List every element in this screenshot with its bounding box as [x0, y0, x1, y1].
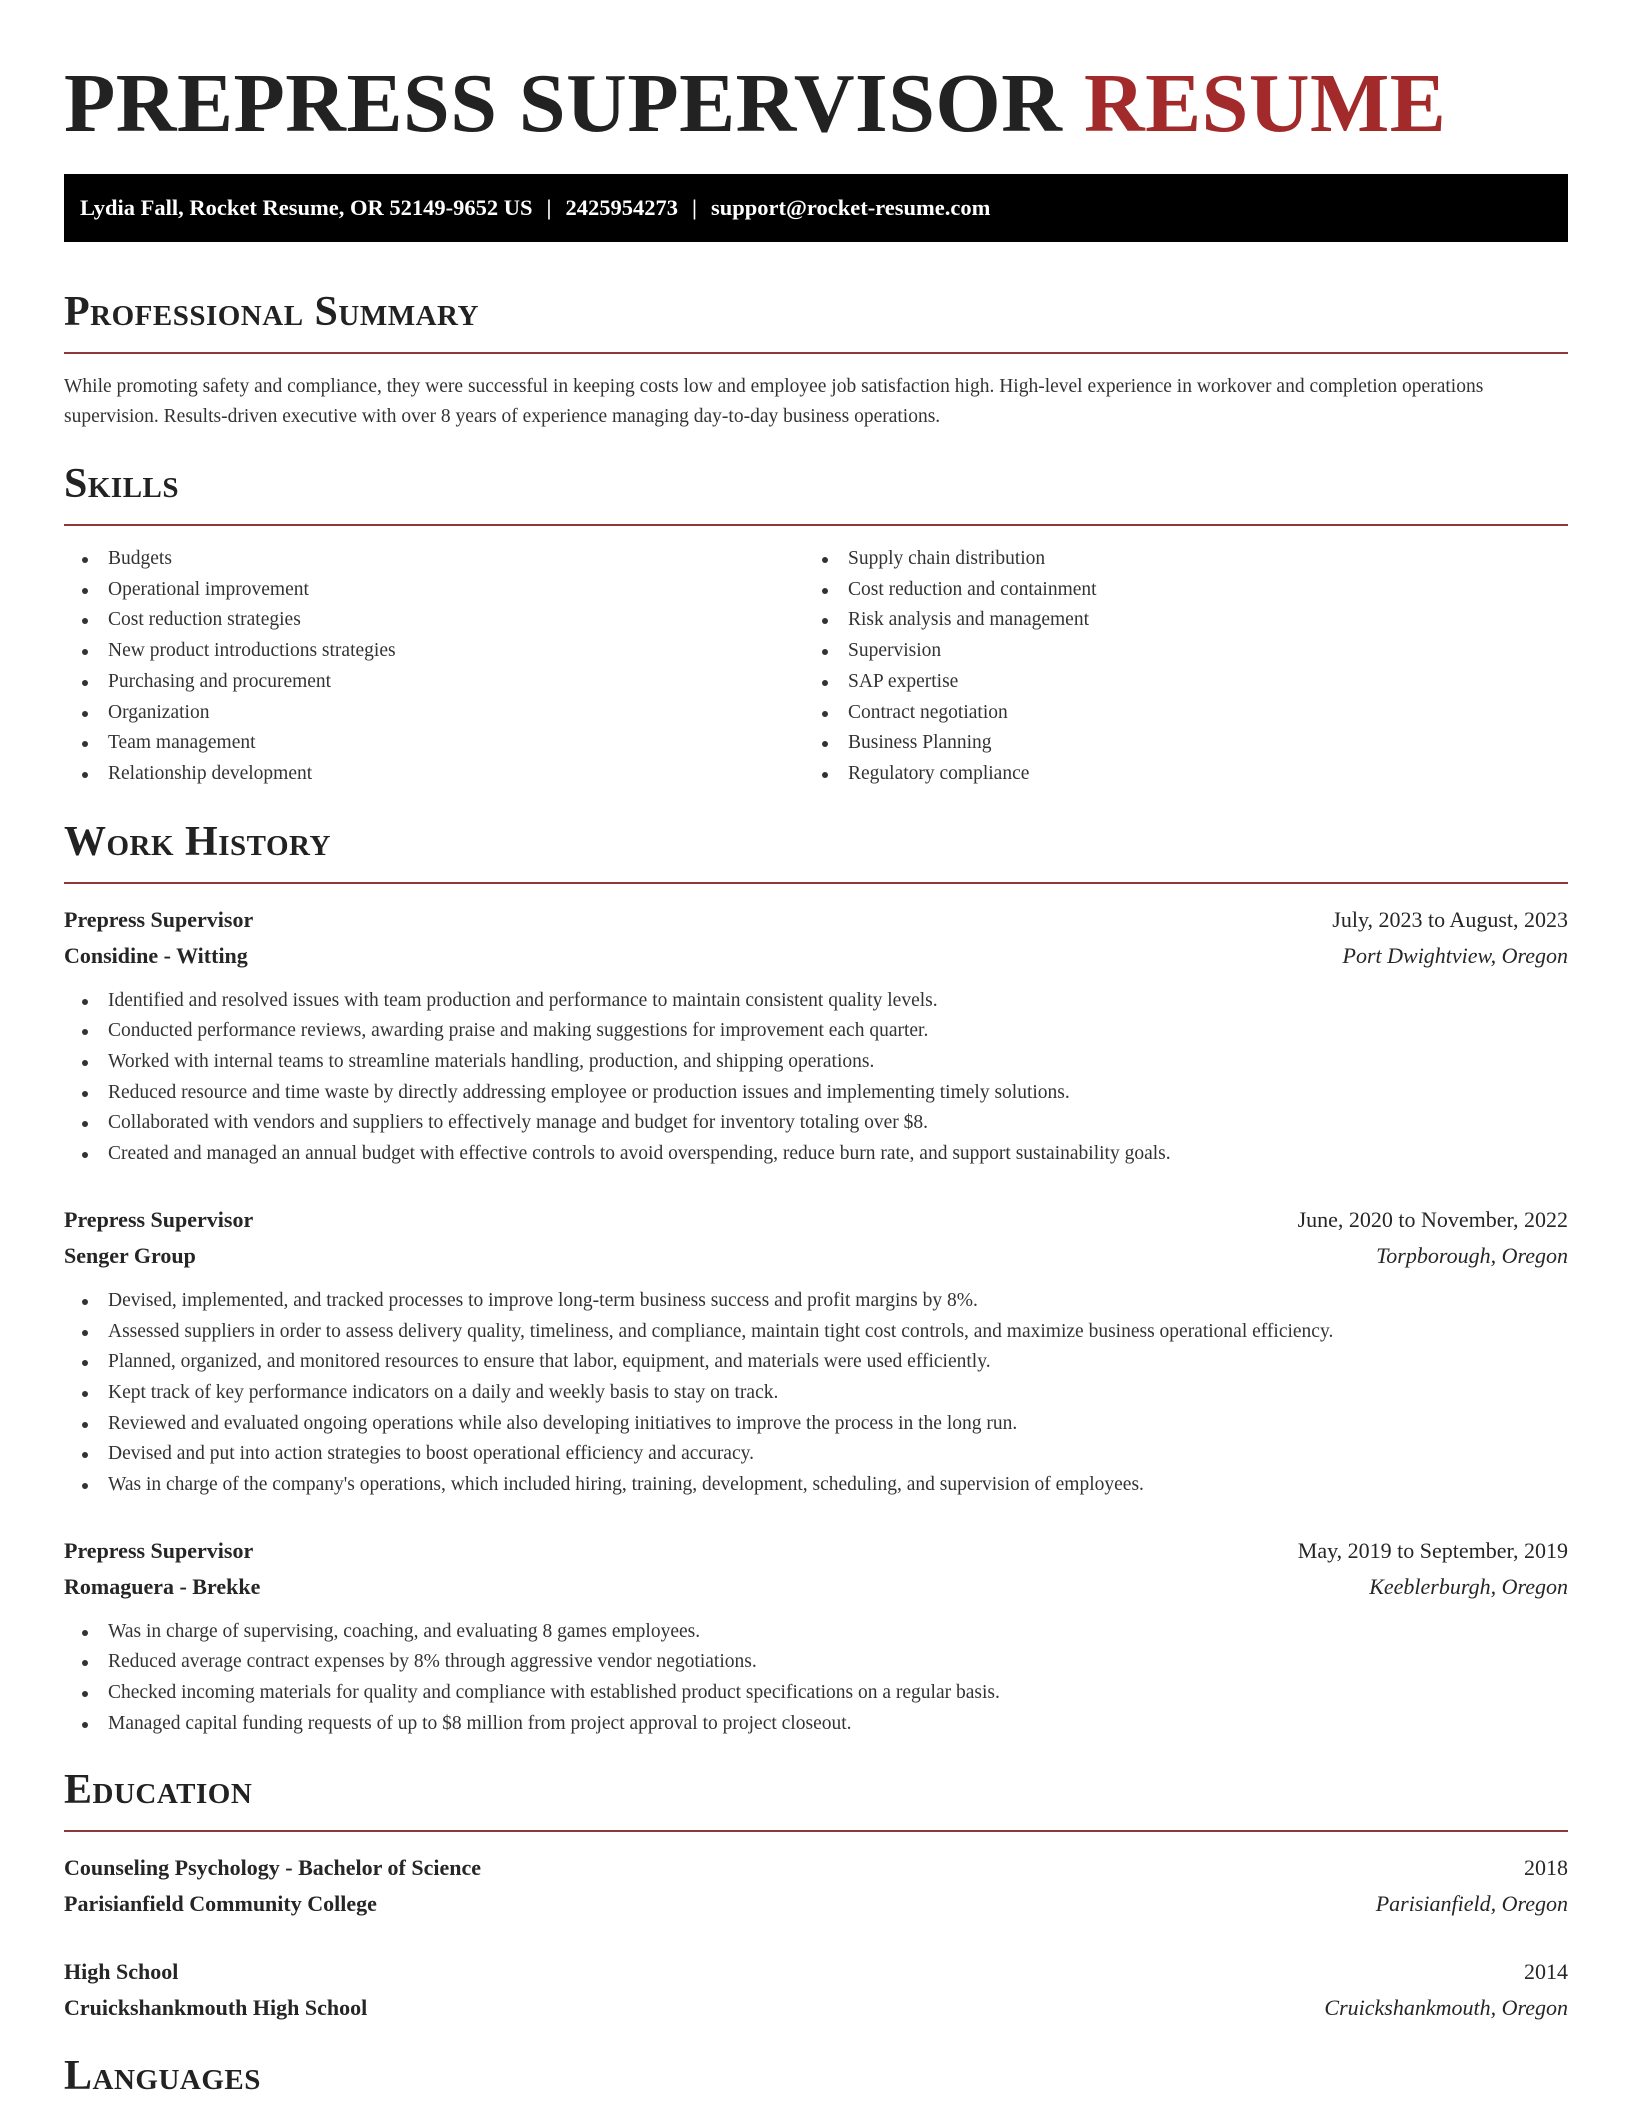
summary-section — [64, 288, 1568, 432]
skill-item: Business Planning — [804, 728, 1544, 759]
resume-title — [64, 0, 1568, 150]
job-bullets — [64, 986, 1568, 1170]
job-location: Torpborough, Oregon — [1376, 1242, 1568, 1268]
contact-email: support@rocket-resume.com — [710, 195, 991, 220]
education-location: Parisianfield, Oregon — [1375, 1890, 1568, 1916]
job-bullets — [64, 1286, 1568, 1501]
job-bullet: Conducted performance reviews, awarding praise and making suggestions for improvement each quarter. — [64, 1016, 1568, 1047]
job-bullet: Devised and put into action strategies to boost operational efficiency and accuracy. — [64, 1439, 1568, 1470]
education-school-row — [64, 1990, 1568, 2026]
job-location: Port Dwightview, Oregon — [1342, 942, 1568, 968]
job-company-row — [64, 1569, 1568, 1605]
contact-separator: | — [691, 195, 697, 220]
job-bullets — [64, 1617, 1568, 1740]
job-bullet: Managed capital funding requests of up to $8 million from project approval to project closeout. — [64, 1709, 1568, 1740]
education-degree-row — [64, 1954, 1568, 1990]
work-history-section — [64, 818, 1568, 1740]
education-heading: Education — [64, 1766, 253, 1813]
job-dates: July, 2023 to August, 2023 — [1332, 906, 1568, 932]
summary-text: While promoting safety and compliance, they were successful in keeping costs low and employee job satisfaction high. High-level experience in workover and completion operations supervision. Results-driven executive with over 8 years of experience managing day-to-day business operations. — [64, 376, 1484, 427]
skill-item: Team management — [64, 728, 804, 759]
job-title-row — [64, 902, 1568, 938]
job-dates: June, 2020 to November, 2022 — [1297, 1206, 1568, 1232]
education-degree-row — [64, 1850, 1568, 1886]
section-divider — [64, 352, 1568, 354]
education-year: 2018 — [1524, 1854, 1568, 1880]
job-title: Prepress Supervisor — [64, 906, 254, 932]
job-company-row — [64, 938, 1568, 974]
title-main: PREPRESS SUPERVISOR — [64, 57, 1084, 150]
education-degree: Counseling Psychology - Bachelor of Science — [64, 1854, 481, 1880]
skill-item: Relationship development — [64, 759, 804, 790]
education-school: Cruickshankmouth High School — [64, 1994, 368, 2020]
title-accent: RESUME — [1083, 57, 1447, 150]
job-bullet: Worked with internal teams to streamline materials handling, production, and shipping operations. — [64, 1047, 1568, 1078]
job-dates: May, 2019 to September, 2019 — [1297, 1537, 1568, 1563]
work-history-heading: Work History — [64, 818, 331, 865]
skill-item: Supervision — [804, 636, 1544, 667]
education-entry — [64, 1850, 1568, 1922]
job-bullet: Reduced resource and time waste by directly addressing employee or production issues and implementing timely solutions. — [64, 1078, 1568, 1109]
job-bullet: Planned, organized, and monitored resources to ensure that labor, equipment, and materials were used efficiently. — [64, 1347, 1568, 1378]
job-bullet: Reduced average contract expenses by 8% through aggressive vendor negotiations. — [64, 1647, 1568, 1678]
languages-heading: Languages — [64, 2052, 261, 2099]
education-location: Cruickshankmouth, Oregon — [1324, 1994, 1568, 2020]
job-title-row — [64, 1533, 1568, 1569]
education-section — [64, 1766, 1568, 2026]
job-bullet: Identified and resolved issues with team production and performance to maintain consistent quality levels. — [64, 986, 1568, 1017]
skill-item: Cost reduction and containment — [804, 575, 1544, 606]
job-bullet: Assessed suppliers in order to assess delivery quality, timeliness, and compliance, maintain tight cost controls, and maximize business operational efficiency. — [64, 1317, 1568, 1348]
job-company: Considine - Witting — [64, 942, 248, 968]
contact-bar — [64, 174, 1568, 242]
skill-item: Operational improvement — [64, 575, 804, 606]
section-divider — [64, 1830, 1568, 1832]
skill-item: New product introductions strategies — [64, 636, 804, 667]
job-entry — [64, 1533, 1568, 1740]
languages-section — [64, 2052, 1568, 2100]
job-bullet: Created and managed an annual budget with effective controls to avoid overspending, reduce burn rate, and support sustainability goals. — [64, 1139, 1568, 1170]
education-degree: High School — [64, 1958, 179, 1984]
skills-left-column — [64, 544, 804, 790]
contact-name-address: Lydia Fall, Rocket Resume, OR 52149-9652 US — [80, 195, 533, 220]
skill-item: Risk analysis and management — [804, 605, 1544, 636]
job-title-row — [64, 1202, 1568, 1238]
skill-item: SAP expertise — [804, 667, 1544, 698]
job-bullet: Kept track of key performance indicators on a daily and weekly basis to stay on track. — [64, 1378, 1568, 1409]
skill-item: Organization — [64, 698, 804, 729]
section-divider — [64, 524, 1568, 526]
education-entry — [64, 1954, 1568, 2026]
contact-phone: 2425954273 — [565, 195, 678, 220]
job-bullet: Reviewed and evaluated ongoing operations while also developing initiatives to improve the process in the long run. — [64, 1409, 1568, 1440]
job-title: Prepress Supervisor — [64, 1537, 254, 1563]
job-company-row — [64, 1238, 1568, 1274]
job-company: Romaguera - Brekke — [64, 1573, 261, 1599]
job-company: Senger Group — [64, 1242, 196, 1268]
skill-item: Regulatory compliance — [804, 759, 1544, 790]
job-bullet: Was in charge of supervising, coaching, and evaluating 8 games employees. — [64, 1617, 1568, 1648]
job-title: Prepress Supervisor — [64, 1206, 254, 1232]
job-bullet: Checked incoming materials for quality and compliance with established product specifications on a regular basis. — [64, 1678, 1568, 1709]
skills-grid — [64, 544, 1568, 790]
skill-item: Budgets — [64, 544, 804, 575]
job-bullet: Was in charge of the company's operations, which included hiring, training, development, scheduling, and supervision of employees. — [64, 1470, 1568, 1501]
education-school-row — [64, 1886, 1568, 1922]
job-location: Keeblerburgh, Oregon — [1369, 1573, 1568, 1599]
skills-section — [64, 460, 1568, 790]
summary-heading: Professional Summary — [64, 289, 479, 335]
resume-page — [64, 0, 1568, 2100]
job-bullet: Devised, implemented, and tracked processes to improve long-term business success and profit margins by 8%. — [64, 1286, 1568, 1317]
skill-item: Contract negotiation — [804, 698, 1544, 729]
skill-item: Supply chain distribution — [804, 544, 1544, 575]
skills-right-column — [804, 544, 1544, 790]
job-entry — [64, 902, 1568, 1170]
job-bullet: Collaborated with vendors and suppliers to effectively manage and budget for inventory totaling over $8. — [64, 1108, 1568, 1139]
job-entry — [64, 1202, 1568, 1501]
skills-heading: Skills — [64, 461, 180, 507]
contact-separator: | — [546, 195, 552, 220]
skill-item: Cost reduction strategies — [64, 605, 804, 636]
skill-item: Purchasing and procurement — [64, 667, 804, 698]
section-divider — [64, 882, 1568, 884]
education-school: Parisianfield Community College — [64, 1890, 377, 1916]
education-year: 2014 — [1524, 1958, 1568, 1984]
